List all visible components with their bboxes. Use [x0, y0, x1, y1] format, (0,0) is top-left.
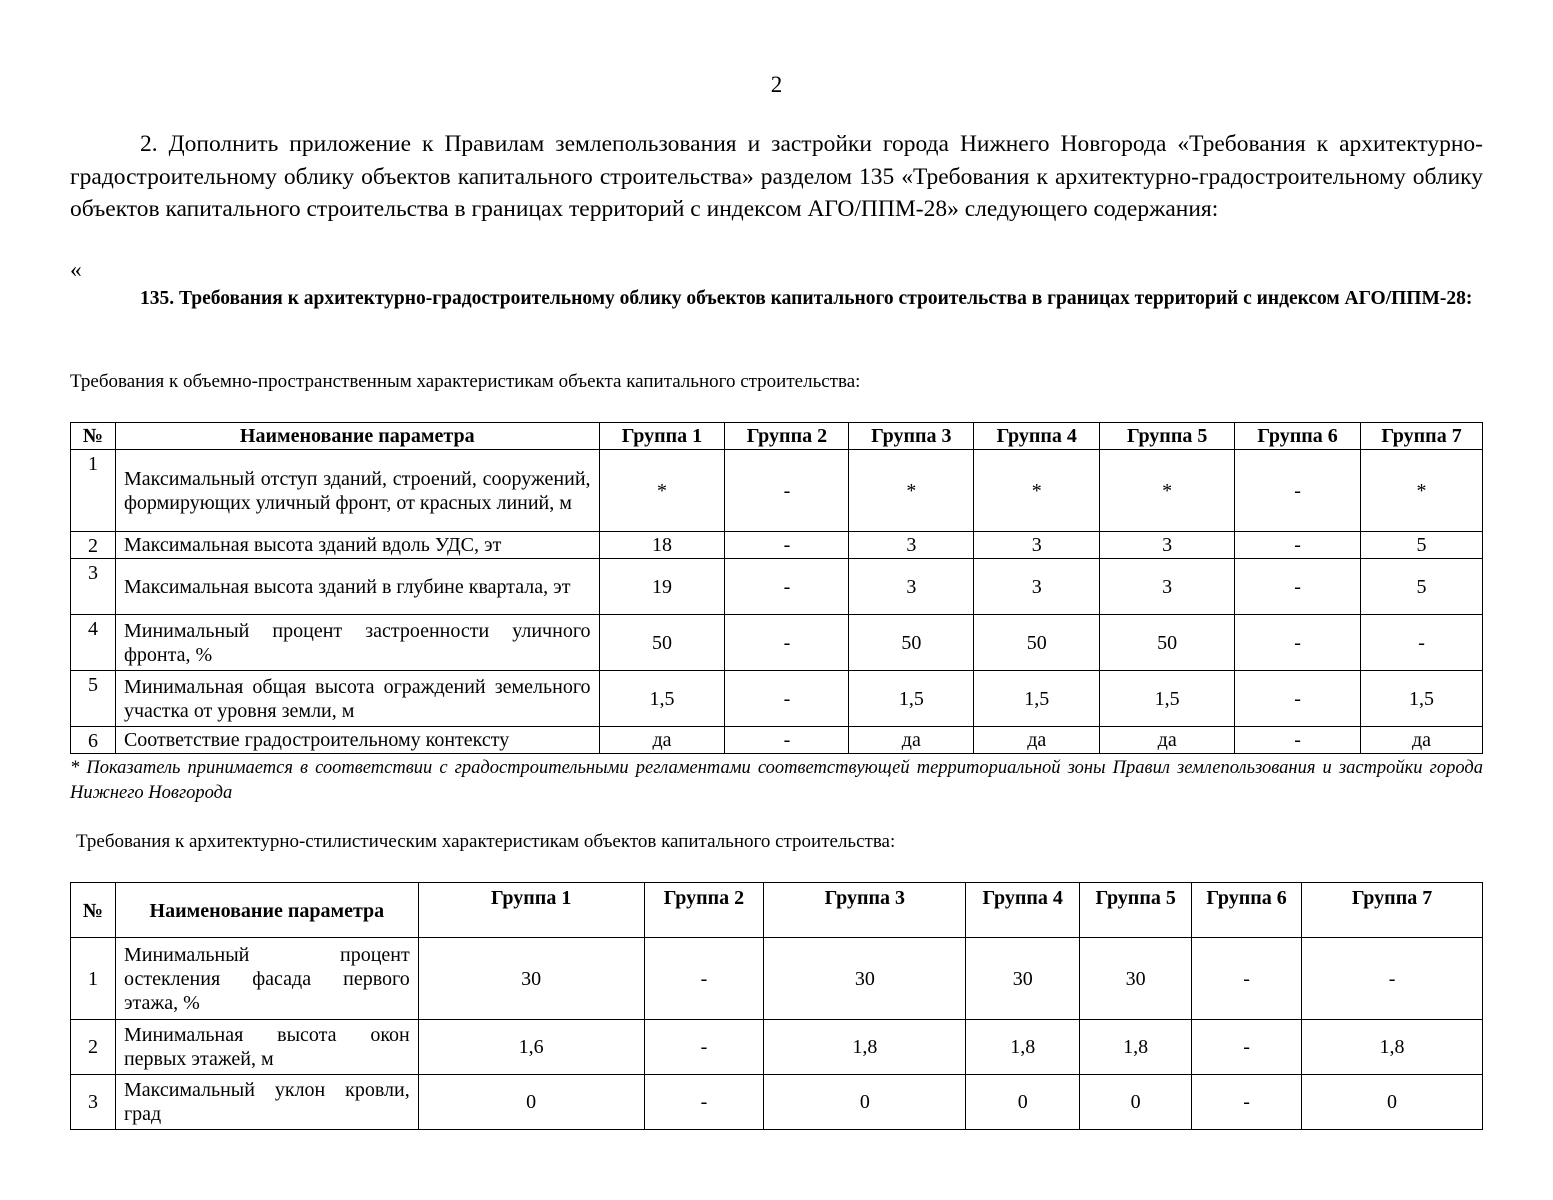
cell-group-4: 1,8 — [966, 1020, 1080, 1075]
cell-group-5: 1,5 — [1100, 671, 1235, 727]
header-number: № — [71, 883, 116, 938]
cell-group-3: 1,5 — [849, 671, 974, 727]
cell-group-5: 0 — [1080, 1075, 1192, 1130]
table-row — [71, 727, 1483, 754]
cell-group-2: - — [644, 1020, 764, 1075]
table-row — [71, 938, 1483, 1020]
header-number: № — [71, 423, 116, 450]
row-number: 1 — [71, 450, 116, 532]
intro-paragraph: 2. Дополнить приложение к Правилам землепользования и застройки города Нижнего Новгорода «Требования к архитектурно-градостроительному облику объектов капитального строительства» разделом 135 «Требования к архитектурно-градостроительному облику объектов капитального строительства в границах территорий с индексом АГО/ППМ-28» следующего содержания: — [70, 131, 1483, 222]
cell-group-7: 1,5 — [1361, 671, 1483, 727]
cell-group-2: - — [644, 1075, 764, 1130]
cell-group-6: - — [1235, 727, 1361, 754]
cell-group-4: да — [974, 727, 1100, 754]
row-parameter: Максимальный отступ зданий, строений, сооружений, формирующих уличный фронт, от красных линий, м — [115, 450, 599, 532]
cell-group-2: - — [644, 938, 764, 1020]
cell-group-7: - — [1302, 938, 1483, 1020]
cell-group-5: * — [1100, 450, 1235, 532]
header-group-4: Группа 4 — [966, 883, 1080, 938]
row-number: 5 — [71, 671, 116, 727]
cell-group-6: - — [1192, 1020, 1302, 1075]
table-row — [71, 559, 1483, 615]
row-number: 6 — [71, 727, 116, 754]
cell-group-7: 1,8 — [1302, 1020, 1483, 1075]
header-group-2: Группа 2 — [644, 883, 764, 938]
cell-group-6: - — [1235, 671, 1361, 727]
table-row — [71, 532, 1483, 559]
cell-group-7: 5 — [1361, 532, 1483, 559]
header-group-6: Группа 6 — [1235, 423, 1361, 450]
cell-group-3: * — [849, 450, 974, 532]
header-group-6: Группа 6 — [1192, 883, 1302, 938]
row-parameter: Максимальный уклон кровли, град — [115, 1075, 418, 1130]
cell-group-1: * — [599, 450, 725, 532]
header-group-7: Группа 7 — [1361, 423, 1483, 450]
header-group-1: Группа 1 — [599, 423, 725, 450]
cell-group-1: да — [599, 727, 725, 754]
header-group-3: Группа 3 — [849, 423, 974, 450]
cell-group-7: 5 — [1361, 559, 1483, 615]
cell-group-5: 3 — [1100, 559, 1235, 615]
cell-group-2: - — [725, 671, 849, 727]
cell-group-5: 30 — [1080, 938, 1192, 1020]
cell-group-3: 50 — [849, 615, 974, 671]
table-row — [71, 615, 1483, 671]
table-row — [71, 671, 1483, 727]
cell-group-1: 0 — [418, 1075, 644, 1130]
table2-caption: Требования к архитектурно-стилистическим характеристикам объектов капитального строительства: — [76, 831, 896, 852]
header-group-3: Группа 3 — [764, 883, 966, 938]
cell-group-7: - — [1361, 615, 1483, 671]
cell-group-2: - — [725, 615, 849, 671]
cell-group-6: - — [1192, 938, 1302, 1020]
cell-group-3: 30 — [764, 938, 966, 1020]
cell-group-7: * — [1361, 450, 1483, 532]
footnote: * Показатель принимается в соответствии с градостроительными регламентами соответствующей территориальной зоны Правил землепользования и застройки города Нижнего Новгорода — [70, 758, 1483, 803]
row-parameter: Минимальный процент застроенности уличного фронта, % — [115, 615, 599, 671]
cell-group-4: 3 — [974, 532, 1100, 559]
cell-group-1: 30 — [418, 938, 644, 1020]
cell-group-4: 1,5 — [974, 671, 1100, 727]
row-parameter: Соответствие градостроительному контексту — [115, 727, 599, 754]
row-parameter: Минимальная общая высота ограждений земельного участка от уровня земли, м — [115, 671, 599, 727]
cell-group-5: 3 — [1100, 532, 1235, 559]
table1-caption: Требования к объемно-пространственным характеристикам объекта капитального строительства: — [70, 371, 861, 392]
architectural-style-table — [70, 882, 1483, 1130]
cell-group-6: - — [1235, 450, 1361, 532]
row-number: 4 — [71, 615, 116, 671]
cell-group-6: - — [1235, 615, 1361, 671]
cell-group-4: 50 — [974, 615, 1100, 671]
row-number: 3 — [71, 1075, 116, 1130]
cell-group-3: 3 — [849, 559, 974, 615]
cell-group-2: - — [725, 450, 849, 532]
header-parameter: Наименование параметра — [115, 883, 418, 938]
table-row — [71, 1020, 1483, 1075]
cell-group-1: 50 — [599, 615, 725, 671]
cell-group-1: 1,5 — [599, 671, 725, 727]
cell-group-1: 19 — [599, 559, 725, 615]
cell-group-6: - — [1192, 1075, 1302, 1130]
cell-group-7: 0 — [1302, 1075, 1483, 1130]
table-row — [71, 450, 1483, 532]
cell-group-1: 18 — [599, 532, 725, 559]
cell-group-6: - — [1235, 532, 1361, 559]
cell-group-3: 0 — [764, 1075, 966, 1130]
row-parameter: Минимальная высота окон первых этажей, м — [115, 1020, 418, 1075]
header-group-4: Группа 4 — [974, 423, 1100, 450]
header-group-7: Группа 7 — [1302, 883, 1483, 938]
cell-group-4: * — [974, 450, 1100, 532]
row-parameter: Максимальная высота зданий вдоль УДС, эт — [115, 532, 599, 559]
cell-group-2: - — [725, 727, 849, 754]
cell-group-7: да — [1361, 727, 1483, 754]
row-parameter: Минимальный процент остекления фасада первого этажа, % — [115, 938, 418, 1020]
cell-group-3: 1,8 — [764, 1020, 966, 1075]
cell-group-3: да — [849, 727, 974, 754]
page-number: 2 — [770, 72, 783, 97]
table-header-row — [71, 883, 1483, 938]
cell-group-4: 0 — [966, 1075, 1080, 1130]
header-group-5: Группа 5 — [1080, 883, 1192, 938]
cell-group-1: 1,6 — [418, 1020, 644, 1075]
header-group-1: Группа 1 — [418, 883, 644, 938]
header-group-2: Группа 2 — [725, 423, 849, 450]
header-group-5: Группа 5 — [1100, 423, 1235, 450]
cell-group-4: 3 — [974, 559, 1100, 615]
cell-group-5: 50 — [1100, 615, 1235, 671]
cell-group-2: - — [725, 532, 849, 559]
row-parameter: Максимальная высота зданий в глубине квартала, эт — [115, 559, 599, 615]
volume-spatial-table — [70, 422, 1483, 754]
header-parameter: Наименование параметра — [115, 423, 599, 450]
cell-group-6: - — [1235, 559, 1361, 615]
cell-group-3: 3 — [849, 532, 974, 559]
row-number: 1 — [71, 938, 116, 1020]
row-number: 2 — [71, 1020, 116, 1075]
table-row — [71, 1075, 1483, 1130]
cell-group-4: 30 — [966, 938, 1080, 1020]
cell-group-5: да — [1100, 727, 1235, 754]
open-quote: « — [70, 257, 82, 283]
cell-group-5: 1,8 — [1080, 1020, 1192, 1075]
row-number: 3 — [71, 559, 116, 615]
cell-group-2: - — [725, 559, 849, 615]
section-title: 135. Требования к архитектурно-градостроительному облику объектов капитального строительства в границах территорий с индексом АГО/ППМ-28: — [140, 288, 1473, 309]
table-header-row — [71, 423, 1483, 450]
row-number: 2 — [71, 532, 116, 559]
